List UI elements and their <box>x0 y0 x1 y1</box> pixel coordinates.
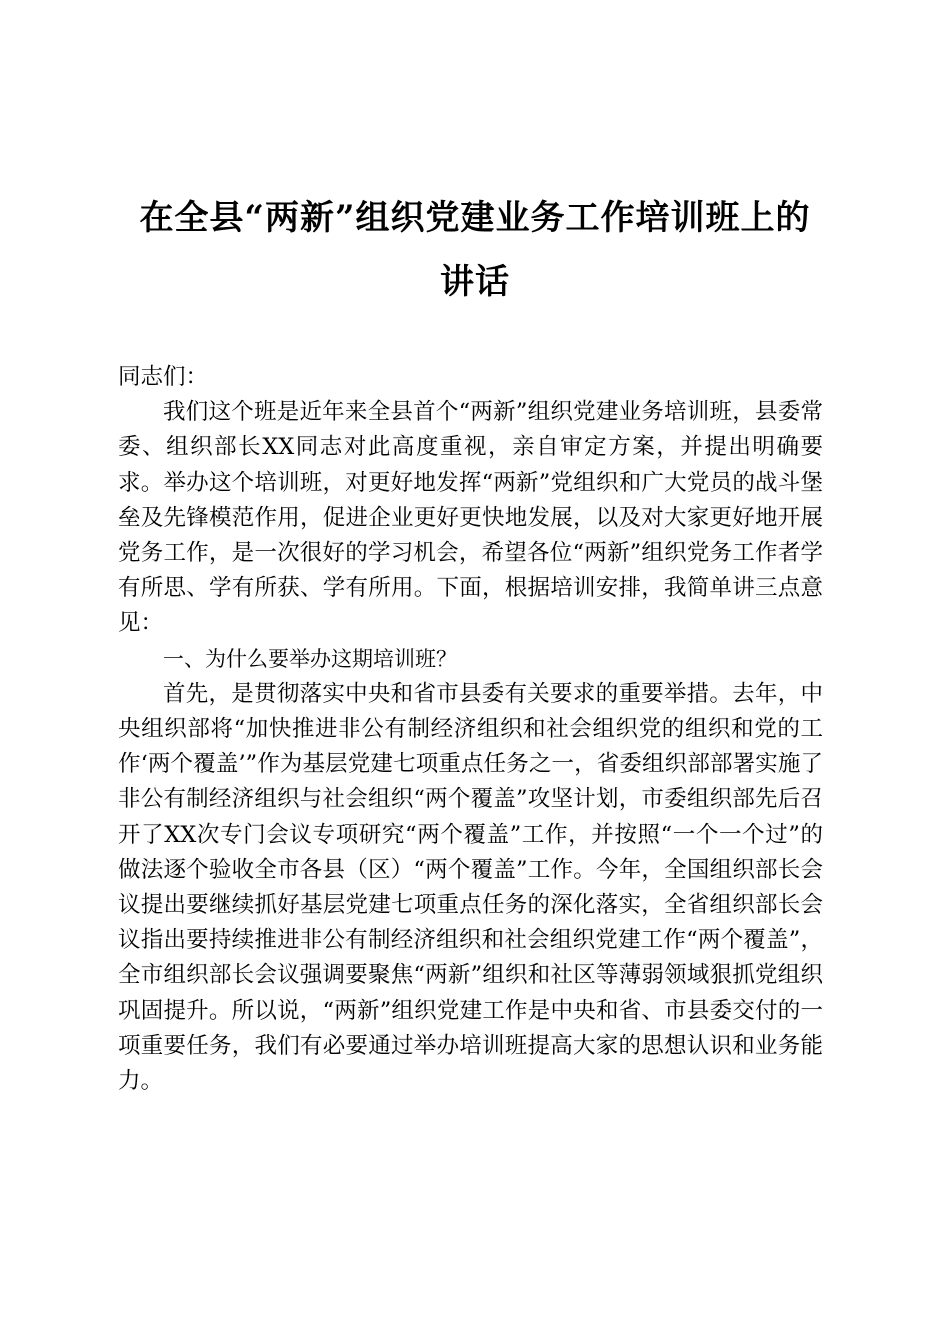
paragraph-section-1: 首先，是贯彻落实中央和省市县委有关要求的重要举措。去年，中央组织部将“加快推进非公有制经济组织和社会组织党的组织和党的工作‘两个覆盖’”作为基层党建七项重点任务之一，省委组织部部署实施了非公有制经济组织与社会组织“两个覆盖”攻坚计划，市委组织部先后召开了XX次专门会议专项研究“两个覆盖”工作，并按照“一个一个过”的做法逐个验收全市各县（区）“两个覆盖”工作。今年，全国组织部长会议提出要继续抓好基层党建七项重点任务的深化落实，全省组织部长会议指出要持续推进非公有制经济组织和社会组织党建工作“两个覆盖”，全市组织部长会议强调要聚焦“两新”组织和社区等薄弱领域狠抓党组织巩固提升。所以说，“两新”组织党建工作是中央和省、市县委交付的一项重要任务，我们有必要通过举办培训班提高大家的思想认识和业务能力。 <box>118 680 823 1095</box>
document-title-line-2: 讲话 <box>440 262 510 302</box>
document-body <box>118 360 823 1099</box>
paragraph-intro: 我们这个班是近年来全县首个“两新”组织党建业务培训班，县委常委、组织部长XX同志对此高度重视，亲自审定方案，并提出明确要求。举办这个培训班，对更好地发挥“两新”党组织和广大党员的战斗堡垒及先锋模范作用，促进企业更好更快地发展，以及对大家更好地开展党务工作，是一次很好的学习机会，希望各位“两新”组织党务工作者学有所思、学有所获、学有所用。下面，根据培训安排，我简单讲三点意见： <box>118 399 823 637</box>
document-title-line-1: 在全县“两新”组织党建业务工作培训班上的 <box>139 198 811 238</box>
salutation: 同志们： <box>118 364 209 390</box>
section-heading-1: 一、为什么要举办这期培训班？ <box>163 646 457 671</box>
